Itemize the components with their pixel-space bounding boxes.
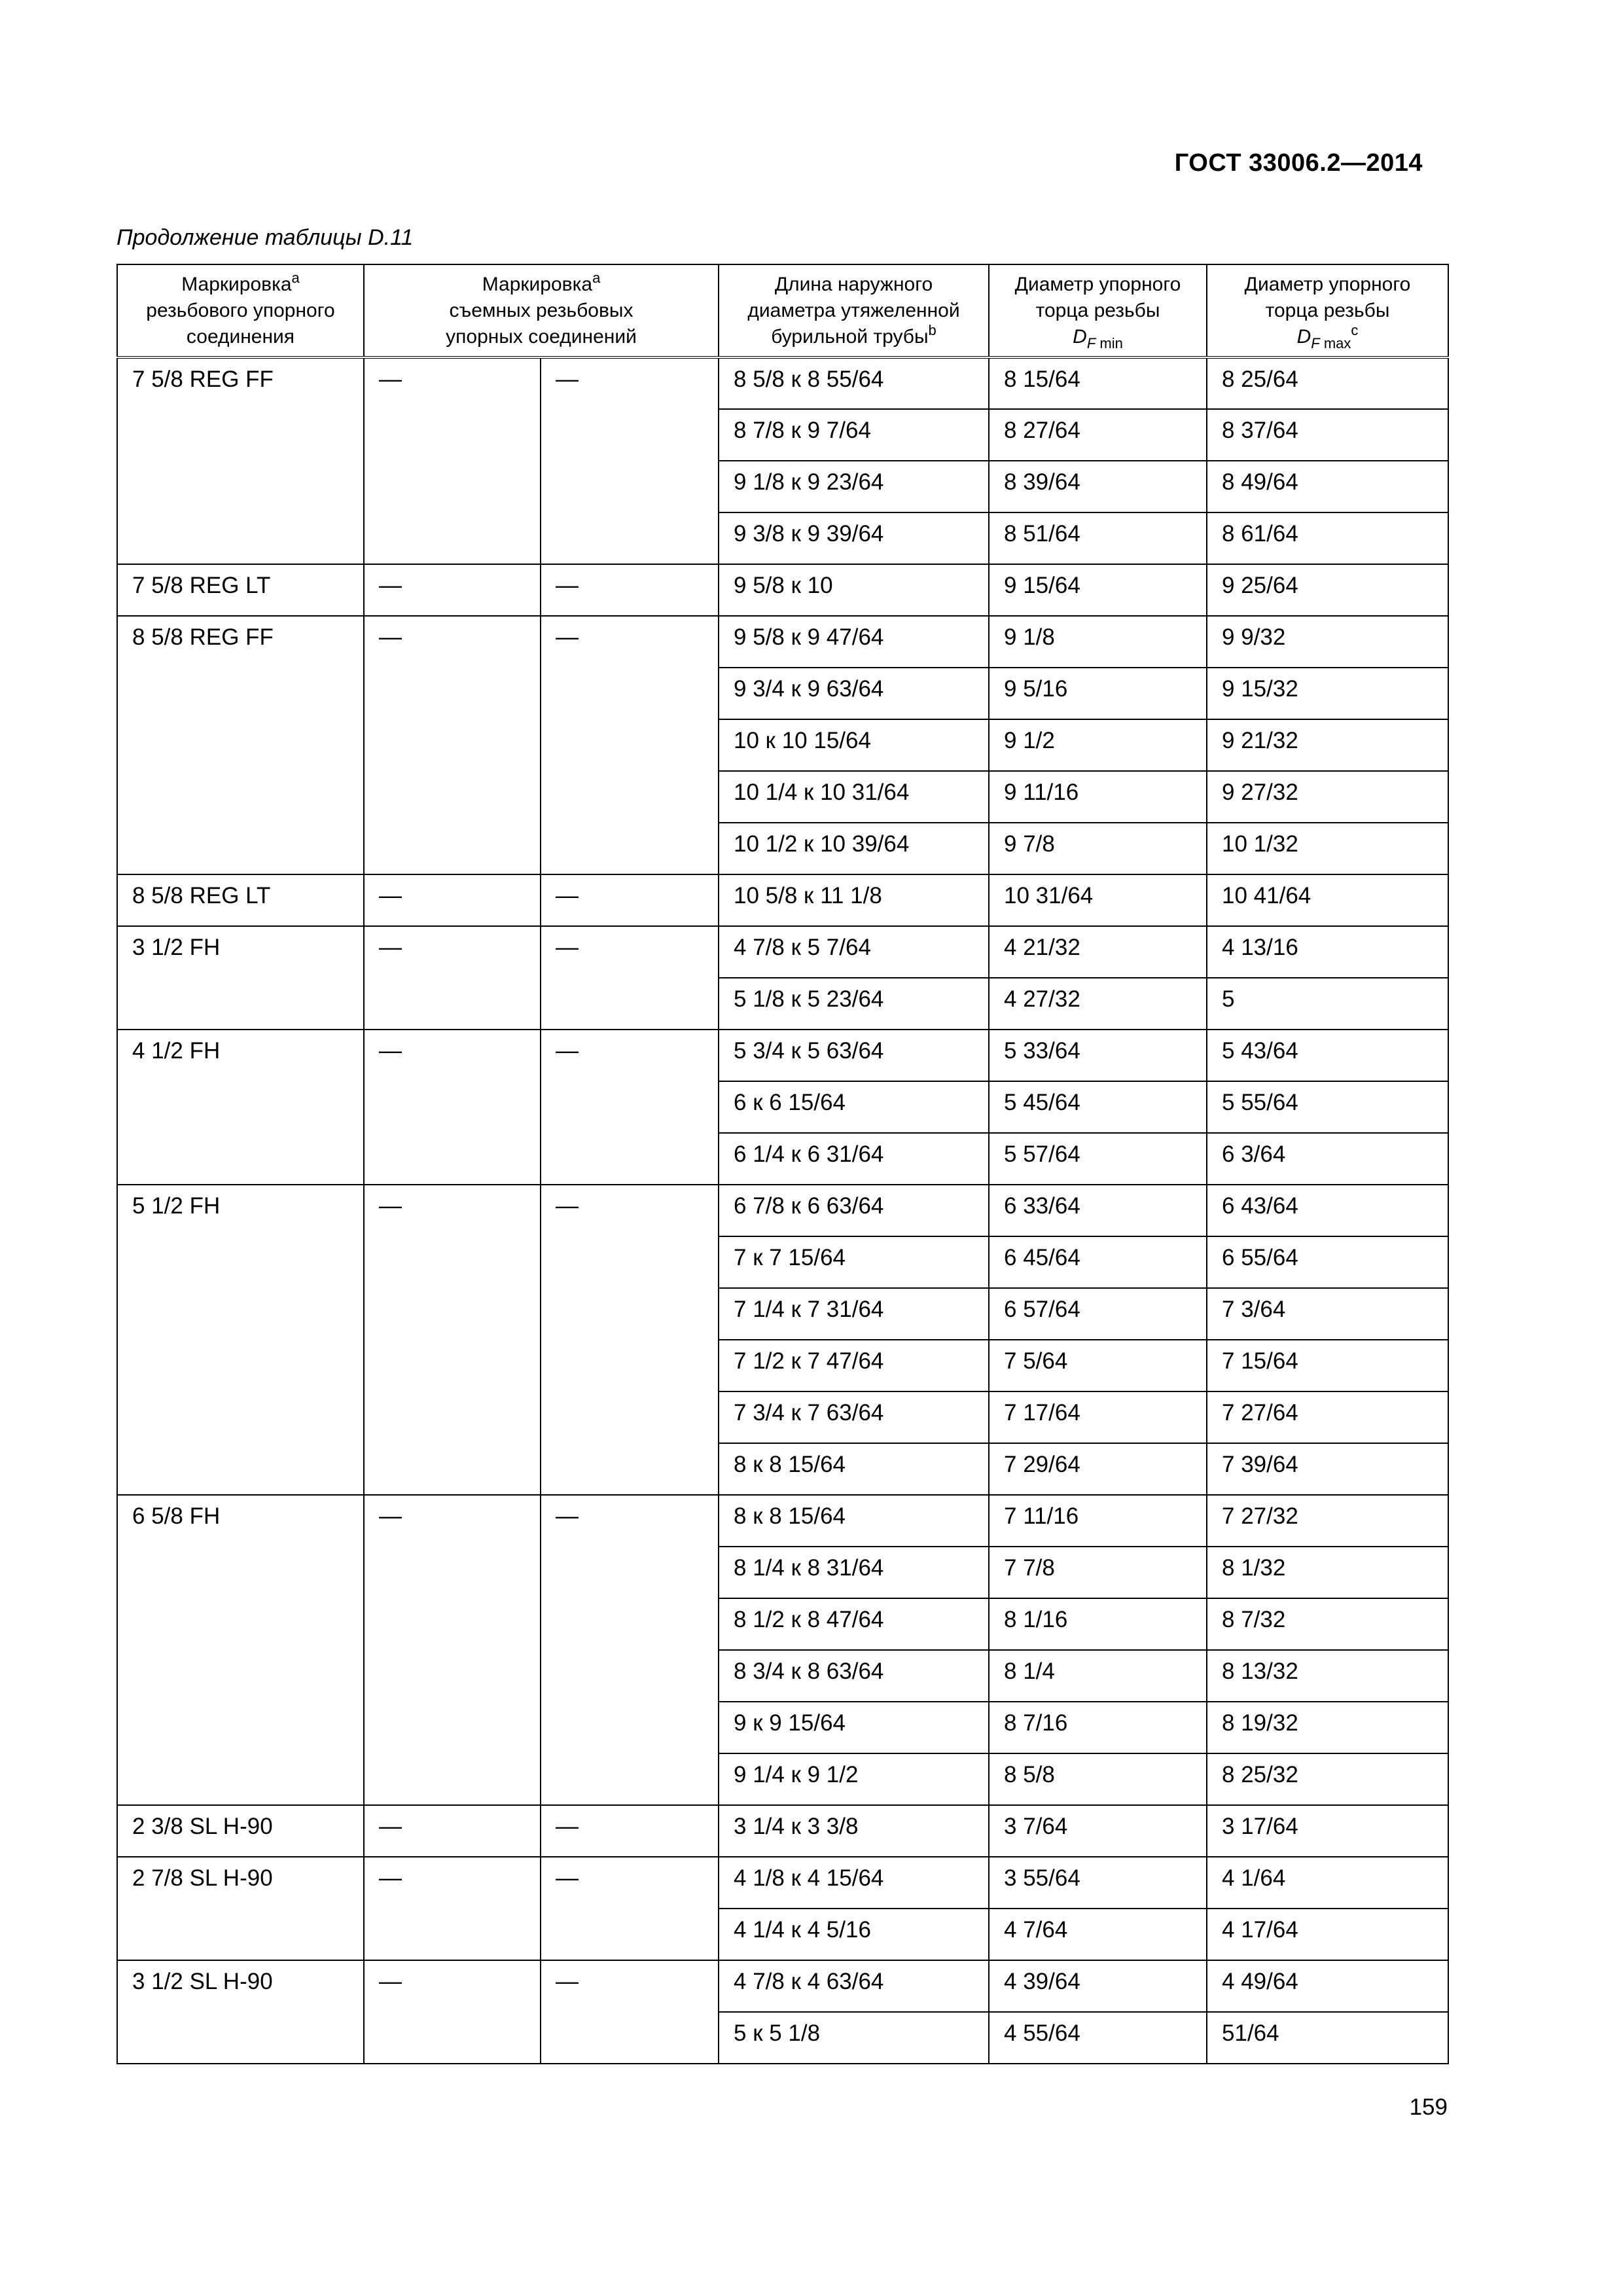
removable-marking-cell: — [541,616,719,874]
col3-line1: Длина наружного [774,274,933,295]
collar-length-cell: 5 к 5 1/8 [719,2012,989,2064]
df-max-cell: 8 25/64 [1207,357,1448,409]
df-max-cell: 7 39/64 [1207,1443,1448,1495]
removable-marking-cell: — [364,926,541,1030]
df-max-cell: 6 3/64 [1207,1133,1448,1185]
df-min-cell: 5 45/64 [989,1081,1207,1133]
df-min-cell: 7 7/8 [989,1547,1207,1598]
collar-length-cell: 8 1/4 к 8 31/64 [719,1547,989,1598]
df-min-cell: 7 17/64 [989,1391,1207,1443]
df-min-cell: 3 55/64 [989,1857,1207,1909]
removable-marking-cell: — [364,1030,541,1185]
removable-marking-cell: — [541,926,719,1030]
df-min-cell: 8 15/64 [989,357,1207,409]
collar-length-cell: 9 1/8 к 9 23/64 [719,461,989,512]
threaded-connection-table [116,264,1449,2064]
group-name-cell: 4 1/2 FH [117,1030,364,1185]
table-row [117,564,1448,616]
col-header-df-min [989,264,1207,357]
df-min-cell: 4 39/64 [989,1960,1207,2012]
group-name-cell: 3 1/2 FH [117,926,364,1030]
group-name-cell: 7 5/8 REG LT [117,564,364,616]
group-name-cell: 5 1/2 FH [117,1185,364,1495]
df-max-cell: 9 27/32 [1207,771,1448,823]
collar-length-cell: 8 7/8 к 9 7/64 [719,409,989,461]
collar-length-cell: 8 3/4 к 8 63/64 [719,1650,989,1702]
df-max-cell: 4 1/64 [1207,1857,1448,1909]
collar-length-cell: 8 1/2 к 8 47/64 [719,1598,989,1650]
table-row [117,1185,1448,1236]
collar-length-cell: 9 1/4 к 9 1/2 [719,1753,989,1805]
page-number: 159 [1409,2094,1448,2120]
group-name-cell: 6 5/8 FH [117,1495,364,1805]
collar-length-cell: 6 1/4 к 6 31/64 [719,1133,989,1185]
df-max-cell: 8 37/64 [1207,409,1448,461]
df-max-cell: 10 1/32 [1207,823,1448,874]
df-max-cell: 10 41/64 [1207,874,1448,926]
group-name-cell: 8 5/8 REG FF [117,616,364,874]
df-min-cell: 8 27/64 [989,409,1207,461]
col5-line1: Диаметр упорного [1244,274,1411,295]
df-min-cell: 9 5/16 [989,668,1207,719]
removable-marking-cell: — [541,1805,719,1857]
collar-length-cell: 8 5/8 к 8 55/64 [719,357,989,409]
df-max-cell: 8 61/64 [1207,512,1448,564]
group-name-cell: 2 7/8 SL H-90 [117,1857,364,1960]
removable-marking-cell: — [364,1857,541,1960]
df-max-cell: 4 17/64 [1207,1909,1448,1960]
col3-line2: диаметра утяжеленной [747,300,960,321]
collar-length-cell: 4 7/8 к 5 7/64 [719,926,989,978]
removable-marking-cell: — [541,1495,719,1805]
col2-line2: съемных резьбовых [449,300,633,321]
col1-line3: соединения [186,326,295,348]
removable-marking-cell: — [541,1960,719,2064]
df-min-cell: 4 21/32 [989,926,1207,978]
col5-sub: max [1319,335,1351,351]
df-min-cell: 4 55/64 [989,2012,1207,2064]
table-row [117,1857,1448,1909]
collar-length-cell: 8 к 8 15/64 [719,1443,989,1495]
col5-symbol: D [1296,326,1311,348]
removable-marking-cell: — [541,357,719,564]
df-max-cell: 6 55/64 [1207,1236,1448,1288]
col-header-removable-marking [364,264,719,357]
df-max-cell: 7 3/64 [1207,1288,1448,1340]
col-header-collar-length [719,264,989,357]
removable-marking-cell: — [364,357,541,564]
df-min-cell: 4 7/64 [989,1909,1207,1960]
df-min-cell: 7 29/64 [989,1443,1207,1495]
col4-sub-italic: F [1086,335,1096,351]
table-row [117,1495,1448,1547]
group-name-cell: 8 5/8 REG LT [117,874,364,926]
collar-length-cell: 9 5/8 к 9 47/64 [719,616,989,668]
collar-length-cell: 10 1/2 к 10 39/64 [719,823,989,874]
table-caption: Продолжение таблицы D.11 [116,225,414,250]
removable-marking-cell: — [364,1960,541,2064]
collar-length-cell: 8 к 8 15/64 [719,1495,989,1547]
df-min-cell: 8 1/4 [989,1650,1207,1702]
df-max-cell: 5 43/64 [1207,1030,1448,1081]
collar-length-cell: 6 7/8 к 6 63/64 [719,1185,989,1236]
table-row [117,926,1448,978]
group-name-cell: 2 3/8 SL H-90 [117,1805,364,1857]
df-max-cell: 7 15/64 [1207,1340,1448,1391]
collar-length-cell: 4 1/8 к 4 15/64 [719,1857,989,1909]
collar-length-cell: 6 к 6 15/64 [719,1081,989,1133]
col5-footnote-mark: c [1351,322,1359,338]
df-max-cell: 51/64 [1207,2012,1448,2064]
col2-footnote-mark: a [592,270,601,286]
group-name-cell: 7 5/8 REG FF [117,357,364,564]
col5-sub-italic: F [1311,335,1320,351]
df-min-cell: 9 15/64 [989,564,1207,616]
collar-length-cell: 9 к 9 15/64 [719,1702,989,1753]
collar-length-cell: 10 5/8 к 11 1/8 [719,874,989,926]
df-min-cell: 6 33/64 [989,1185,1207,1236]
col4-sub: min [1096,335,1123,351]
df-max-cell: 5 55/64 [1207,1081,1448,1133]
df-min-cell: 8 51/64 [989,512,1207,564]
col-header-connection-marking [117,264,364,357]
df-max-cell: 8 49/64 [1207,461,1448,512]
df-max-cell: 4 49/64 [1207,1960,1448,2012]
df-min-cell: 9 1/8 [989,616,1207,668]
collar-length-cell: 5 1/8 к 5 23/64 [719,978,989,1030]
collar-length-cell: 3 1/4 к 3 3/8 [719,1805,989,1857]
table-row [117,1030,1448,1081]
table-body [117,357,1448,2064]
collar-length-cell: 10 1/4 к 10 31/64 [719,771,989,823]
table-row [117,616,1448,668]
df-max-cell: 6 43/64 [1207,1185,1448,1236]
df-max-cell: 9 15/32 [1207,668,1448,719]
col2-line1: Маркировка [482,274,593,295]
col1-line2: резьбового упорного [146,300,335,321]
removable-marking-cell: — [364,1495,541,1805]
df-min-cell: 7 11/16 [989,1495,1207,1547]
removable-marking-cell: — [364,564,541,616]
col1-line1: Маркировка [181,274,292,295]
group-name-cell: 3 1/2 SL H-90 [117,1960,364,2064]
df-max-cell: 4 13/16 [1207,926,1448,978]
collar-length-cell: 7 3/4 к 7 63/64 [719,1391,989,1443]
df-min-cell: 9 7/8 [989,823,1207,874]
collar-length-cell: 5 3/4 к 5 63/64 [719,1030,989,1081]
df-min-cell: 9 11/16 [989,771,1207,823]
df-min-cell: 8 39/64 [989,461,1207,512]
df-min-cell: 5 33/64 [989,1030,1207,1081]
table-row [117,357,1448,409]
collar-length-cell: 9 5/8 к 10 [719,564,989,616]
col2-line3: упорных соединений [446,326,637,348]
df-max-cell: 7 27/32 [1207,1495,1448,1547]
collar-length-cell: 7 1/2 к 7 47/64 [719,1340,989,1391]
df-max-cell: 8 1/32 [1207,1547,1448,1598]
removable-marking-cell: — [541,1185,719,1495]
document-code: ГОСТ 33006.2—2014 [1174,149,1423,177]
col4-symbol: D [1073,326,1087,348]
df-max-cell: 7 27/64 [1207,1391,1448,1443]
collar-length-cell: 4 7/8 к 4 63/64 [719,1960,989,2012]
df-max-cell: 8 13/32 [1207,1650,1448,1702]
removable-marking-cell: — [541,1030,719,1185]
df-min-cell: 10 31/64 [989,874,1207,926]
collar-length-cell: 7 к 7 15/64 [719,1236,989,1288]
col-header-df-max [1207,264,1448,357]
removable-marking-cell: — [541,1857,719,1960]
df-max-cell: 8 19/32 [1207,1702,1448,1753]
df-max-cell: 5 [1207,978,1448,1030]
removable-marking-cell: — [364,616,541,874]
removable-marking-cell: — [541,564,719,616]
table-row [117,874,1448,926]
df-min-cell: 8 1/16 [989,1598,1207,1650]
removable-marking-cell: — [364,1805,541,1857]
df-max-cell: 3 17/64 [1207,1805,1448,1857]
table-header-row [117,264,1448,357]
col5-line2: торца резьбы [1265,300,1390,321]
collar-length-cell: 7 1/4 к 7 31/64 [719,1288,989,1340]
collar-length-cell: 9 3/4 к 9 63/64 [719,668,989,719]
df-max-cell: 9 21/32 [1207,719,1448,771]
col3-line3: бурильной трубы [771,326,929,348]
df-min-cell: 8 7/16 [989,1702,1207,1753]
df-max-cell: 9 25/64 [1207,564,1448,616]
col1-footnote-mark: a [291,270,300,286]
table-row [117,1805,1448,1857]
removable-marking-cell: — [541,874,719,926]
df-min-cell: 4 27/32 [989,978,1207,1030]
removable-marking-cell: — [364,1185,541,1495]
df-min-cell: 8 5/8 [989,1753,1207,1805]
df-min-cell: 6 57/64 [989,1288,1207,1340]
col3-footnote-mark: b [928,322,936,338]
collar-length-cell: 10 к 10 15/64 [719,719,989,771]
df-max-cell: 8 25/32 [1207,1753,1448,1805]
collar-length-cell: 4 1/4 к 4 5/16 [719,1909,989,1960]
table-row [117,1960,1448,2012]
df-min-cell: 9 1/2 [989,719,1207,771]
df-min-cell: 6 45/64 [989,1236,1207,1288]
collar-length-cell: 9 3/8 к 9 39/64 [719,512,989,564]
removable-marking-cell: — [364,874,541,926]
df-min-cell: 3 7/64 [989,1805,1207,1857]
df-min-cell: 7 5/64 [989,1340,1207,1391]
df-min-cell: 5 57/64 [989,1133,1207,1185]
df-max-cell: 9 9/32 [1207,616,1448,668]
col4-line1: Диаметр упорного [1014,274,1181,295]
df-max-cell: 8 7/32 [1207,1598,1448,1650]
col4-line2: торца резьбы [1035,300,1160,321]
